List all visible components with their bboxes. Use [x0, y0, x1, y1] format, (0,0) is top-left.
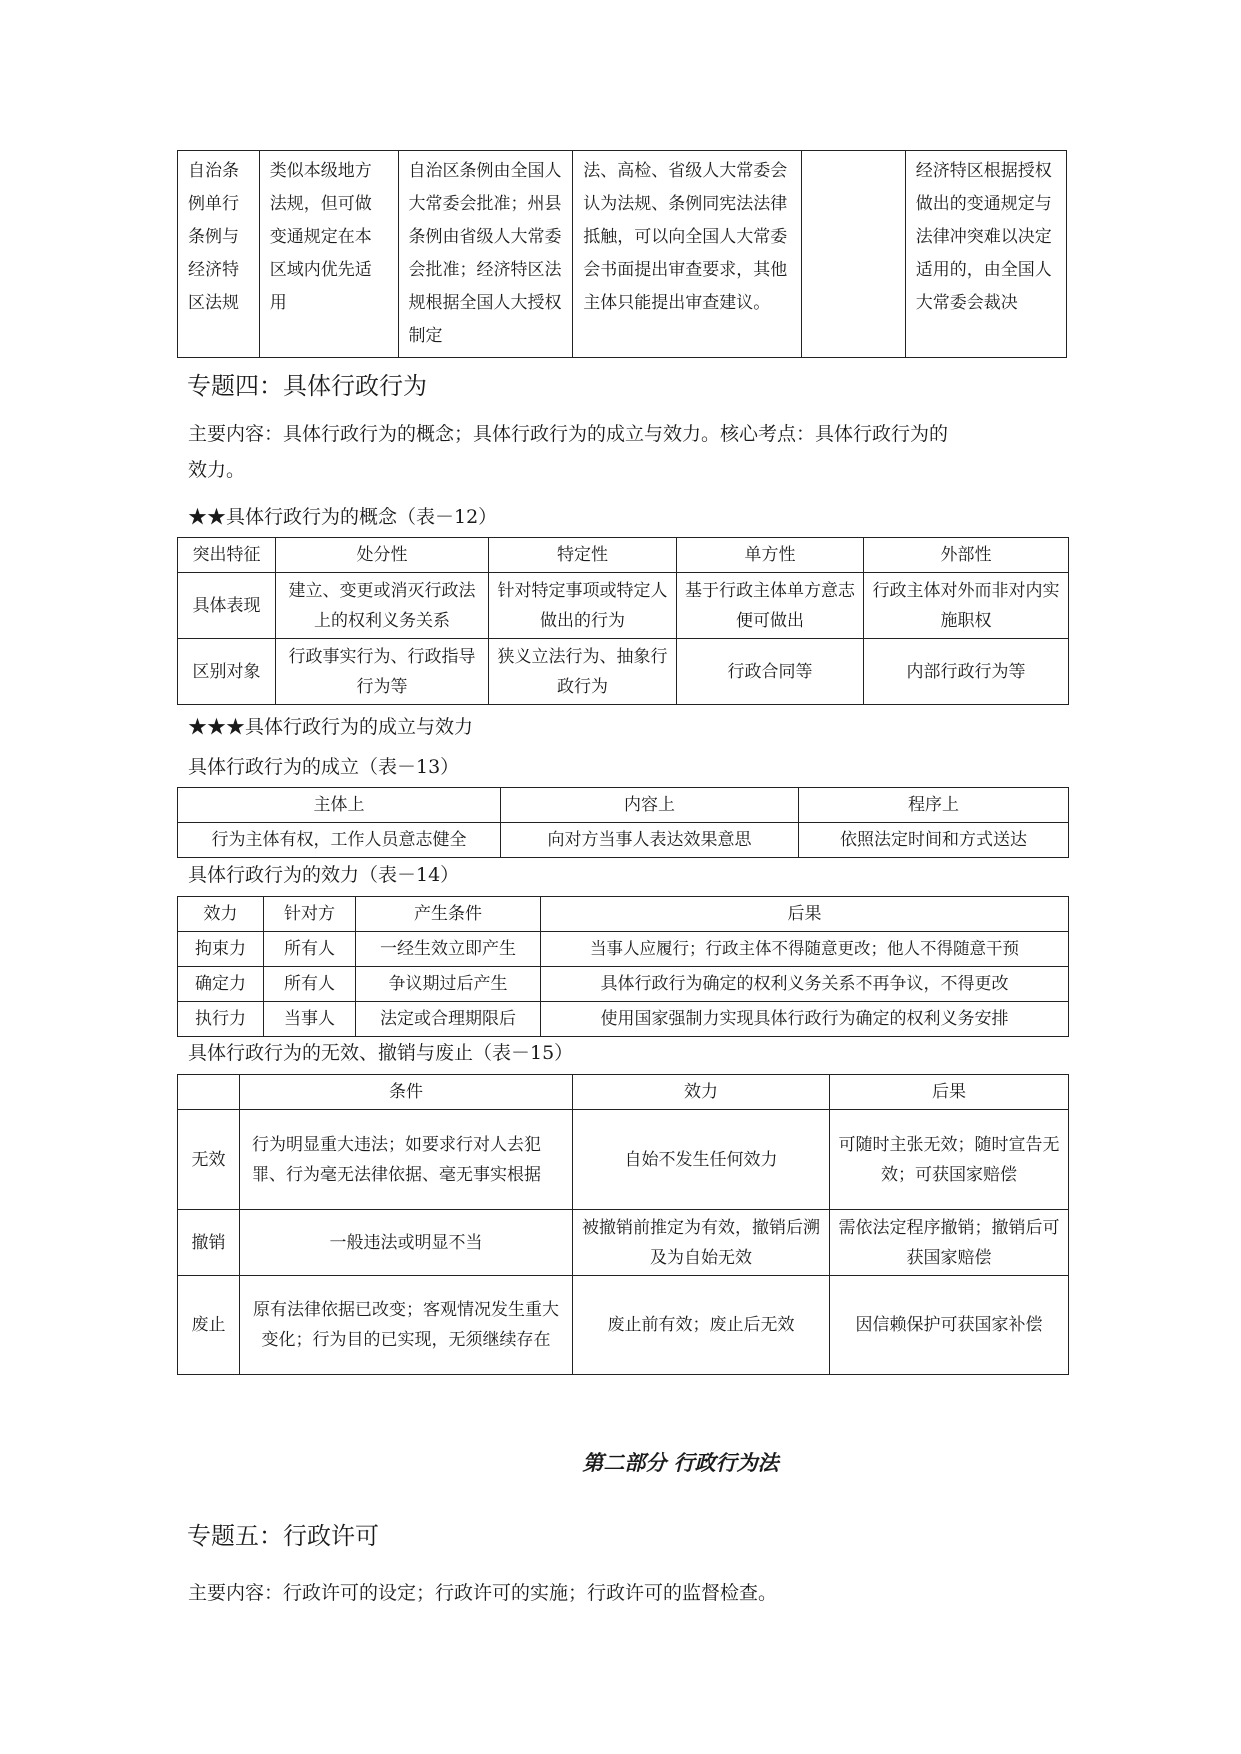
table-row: [178, 967, 1069, 1002]
table-row: [178, 1276, 1069, 1375]
topic5-heading: 专题五：行政许可: [187, 1522, 379, 1550]
table-cell: 依照法定时间和方式送达: [799, 823, 1069, 858]
table-header-cell: 处分性: [276, 538, 489, 573]
table-cell: 法定或合理期限后: [356, 1002, 541, 1037]
table-cell: 行为明显重大违法；如要求行对人去犯罪、行为毫无法律依据、毫无事实根据: [240, 1110, 573, 1210]
topic4-summary-line2: 效力。: [188, 459, 246, 481]
topic4-summary-line1: 主要内容：具体行政行为的概念；具体行政行为的成立与效力。核心考点：具体行政行为的: [188, 423, 949, 445]
topic4-heading: 专题四：具体行政行为: [187, 372, 427, 400]
continued-law-table: [177, 150, 1067, 358]
part2-title: 第二部分 行政行为法: [582, 1451, 779, 1475]
table-cell: 内部行政行为等: [864, 639, 1069, 705]
table-cell: 向对方当事人表达效果意思: [501, 823, 799, 858]
table-cell: 行政合同等: [677, 639, 864, 705]
table-cell: 区别对象: [178, 639, 276, 705]
table14-caption: 具体行政行为的效力（表－14）: [188, 864, 460, 886]
table-row: [178, 639, 1069, 705]
table-cell: 自始不发生任何效力: [573, 1110, 830, 1210]
table-cell: 行政主体对外而非对内实施职权: [864, 573, 1069, 639]
table-cell: [801, 151, 905, 358]
table-header-cell: 产生条件: [356, 897, 541, 932]
table-row: [178, 1002, 1069, 1037]
effect-table: [177, 896, 1069, 1037]
table-cell: 无效: [178, 1110, 240, 1210]
table-cell: 拘束力: [178, 932, 264, 967]
table-header-cell: 单方性: [677, 538, 864, 573]
table-header-cell: 内容上: [501, 788, 799, 823]
table-cell: 建立、变更或消灭行政法上的权利义务关系: [276, 573, 489, 639]
table-header-cell: 主体上: [178, 788, 501, 823]
table-cell: 具体表现: [178, 573, 276, 639]
table-header-cell: 后果: [830, 1075, 1069, 1110]
table-cell: 法、高检、省级人大常委会认为法规、条例同宪法法律抵触，可以向全国人大常委会书面提出审查要求，其他主体只能提出审查建议。: [573, 151, 801, 358]
table-cell: 一经生效立即产生: [356, 932, 541, 967]
table-header-cell: 突出特征: [178, 538, 276, 573]
section-caption: ★★★具体行政行为的成立与效力: [188, 716, 474, 738]
table-cell: 争议期过后产生: [356, 967, 541, 1002]
table-cell: 被撤销前推定为有效，撤销后溯及为自始无效: [573, 1210, 830, 1276]
table-header-cell: 后果: [541, 897, 1069, 932]
table-cell: 一般违法或明显不当: [240, 1210, 573, 1276]
table-cell: 使用国家强制力实现具体行政行为确定的权利义务安排: [541, 1002, 1069, 1037]
table-cell: 经济特区根据授权做出的变通规定与法律冲突难以决定适用的，由全国人大常委会裁决: [905, 151, 1066, 358]
table-header-row: [178, 788, 1069, 823]
table-cell: 基于行政主体单方意志便可做出: [677, 573, 864, 639]
table-cell: 自治条例单行条例与经济特区法规: [178, 151, 260, 358]
table-header-cell: 条件: [240, 1075, 573, 1110]
table-cell: 行为主体有权，工作人员意志健全: [178, 823, 501, 858]
table-header-cell: 外部性: [864, 538, 1069, 573]
table-cell: 类似本级地方法规，但可做变通规定在本区域内优先适用: [259, 151, 398, 358]
table-header-cell: 效力: [573, 1075, 830, 1110]
table15-caption: 具体行政行为的无效、撤销与废止（表－15）: [188, 1042, 574, 1064]
table-cell: 针对特定事项或特定人做出的行为: [489, 573, 677, 639]
table-cell: 行政事实行为、行政指导行为等: [276, 639, 489, 705]
table-row: [178, 1110, 1069, 1210]
table-cell: 可随时主张无效；随时宣告无效；可获国家赔偿: [830, 1110, 1069, 1210]
table-cell: 废止前有效；废止后无效: [573, 1276, 830, 1375]
table-cell: 当事人应履行；行政主体不得随意更改；他人不得随意干预: [541, 932, 1069, 967]
table-cell: 执行力: [178, 1002, 264, 1037]
table-cell: 废止: [178, 1276, 240, 1375]
table-header-cell: 针对方: [264, 897, 356, 932]
table-row: [178, 151, 1067, 358]
formation-table: [177, 787, 1069, 858]
table-cell: 具体行政行为确定的权利义务关系不再争议，不得更改: [541, 967, 1069, 1002]
table-cell: 撤销: [178, 1210, 240, 1276]
concept-table: [177, 537, 1069, 705]
table-header-row: [178, 1075, 1069, 1110]
table-cell: 确定力: [178, 967, 264, 1002]
table-cell: 所有人: [264, 967, 356, 1002]
table-cell: 因信赖保护可获国家补偿: [830, 1276, 1069, 1375]
table-cell: 所有人: [264, 932, 356, 967]
table-header-cell: [178, 1075, 240, 1110]
table-header-cell: 效力: [178, 897, 264, 932]
table-cell: 需依法定程序撤销；撤销后可获国家赔偿: [830, 1210, 1069, 1276]
table-row: [178, 823, 1069, 858]
table-cell: 狭义立法行为、抽象行政行为: [489, 639, 677, 705]
topic5-summary: 主要内容：行政许可的设定；行政许可的实施；行政许可的监督检查。: [188, 1582, 778, 1604]
table13-caption: 具体行政行为的成立（表－13）: [188, 756, 460, 778]
invalidity-table: [177, 1074, 1069, 1375]
table-row: [178, 1210, 1069, 1276]
table-cell: 自治区条例由全国人大常委会批准；州县条例由省级人大常委会批准；经济特区法规根据全国人大授权制定: [398, 151, 573, 358]
table-row: [178, 932, 1069, 967]
table-header-cell: 特定性: [489, 538, 677, 573]
table-cell: 当事人: [264, 1002, 356, 1037]
table-header-row: [178, 538, 1069, 573]
table-header-cell: 程序上: [799, 788, 1069, 823]
table12-caption: ★★具体行政行为的概念（表－12）: [188, 506, 498, 528]
table-cell: 原有法律依据已改变；客观情况发生重大变化；行为目的已实现，无须继续存在: [240, 1276, 573, 1375]
table-header-row: [178, 897, 1069, 932]
table-row: [178, 573, 1069, 639]
